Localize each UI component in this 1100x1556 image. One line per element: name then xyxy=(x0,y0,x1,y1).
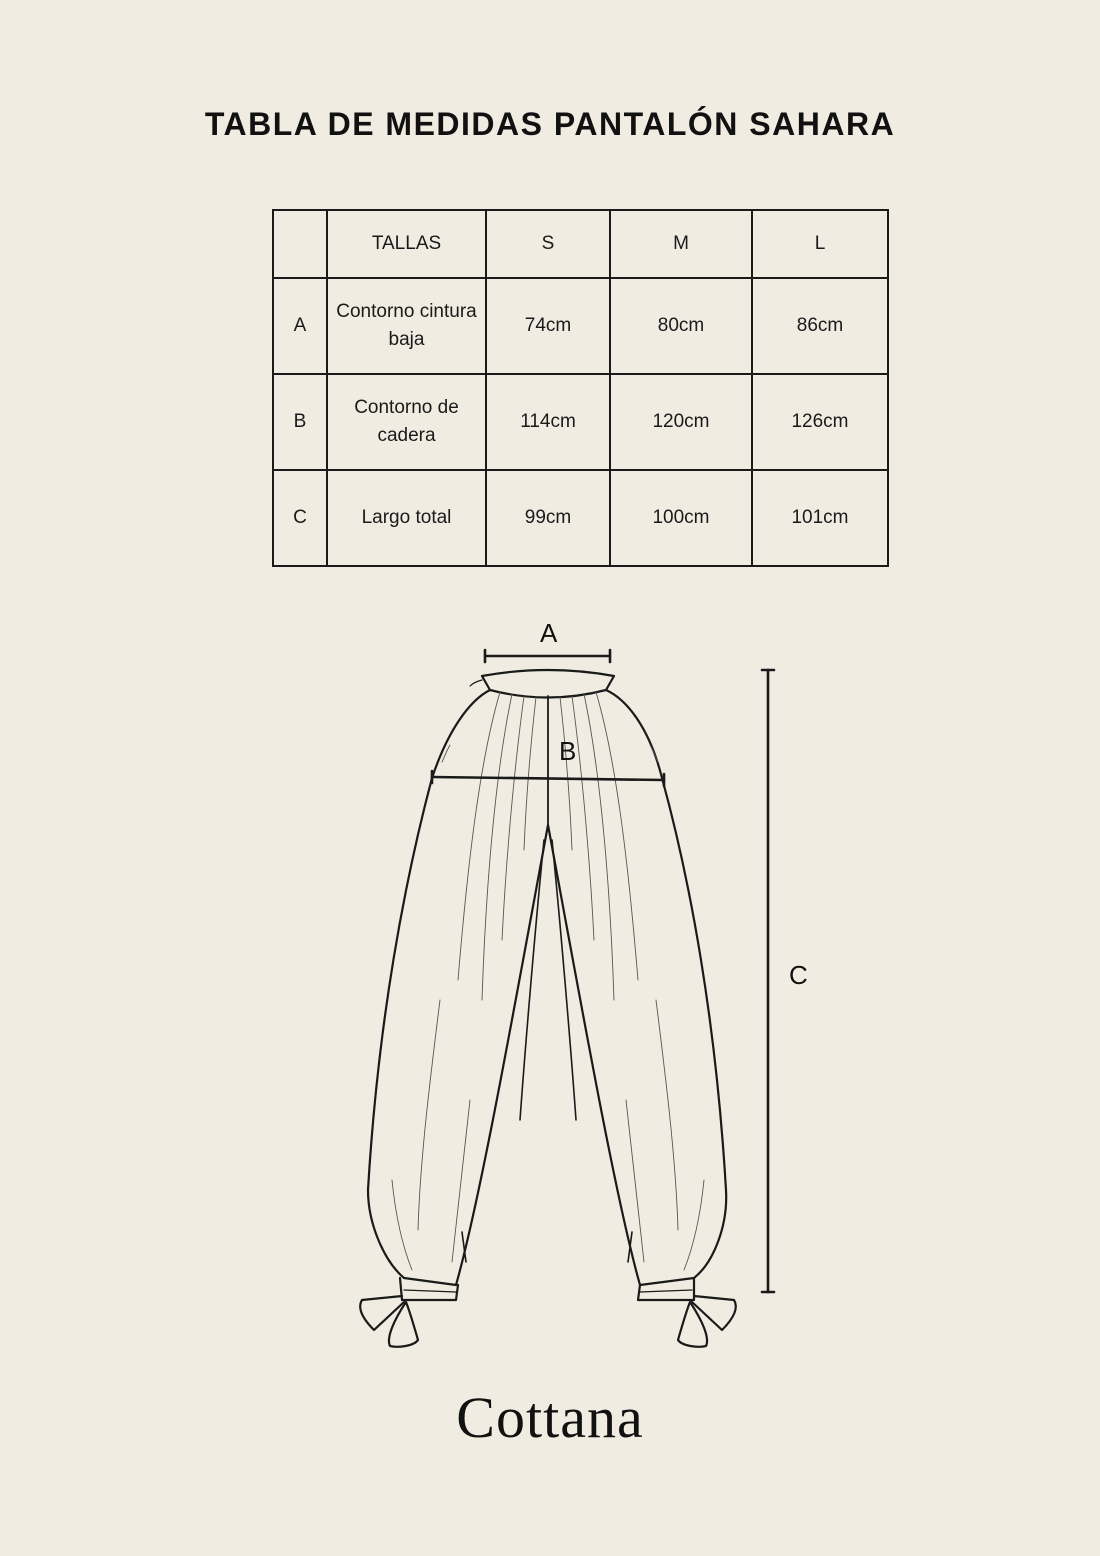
row-letter: B xyxy=(273,374,327,470)
table-row xyxy=(273,278,888,374)
dimension-b-label: B xyxy=(559,736,577,766)
cell-size-l: 86cm xyxy=(752,278,888,374)
dimension-a-line xyxy=(485,650,610,662)
header-cell-m: M xyxy=(610,210,752,278)
cell-size-m: 120cm xyxy=(610,374,752,470)
pants-drawing xyxy=(0,600,1100,1380)
table-row xyxy=(273,470,888,566)
pants-diagram xyxy=(0,600,1100,1380)
row-letter: C xyxy=(273,470,327,566)
cell-size-s: 114cm xyxy=(486,374,610,470)
cell-size-s: 74cm xyxy=(486,278,610,374)
right-tie xyxy=(692,1296,736,1330)
size-table xyxy=(272,209,889,567)
cell-size-l: 126cm xyxy=(752,374,888,470)
dimension-c-label: C xyxy=(789,960,808,990)
cell-size-m: 100cm xyxy=(610,470,752,566)
table-row xyxy=(273,374,888,470)
dimension-a-label: A xyxy=(540,618,558,648)
cell-size-m: 80cm xyxy=(610,278,752,374)
page-title: TABLA DE MEDIDAS PANTALÓN SAHARA xyxy=(204,106,896,142)
dimension-c-line xyxy=(762,670,774,1292)
waistband xyxy=(482,670,614,698)
row-measure-name: Largo total xyxy=(327,470,486,566)
left-tie xyxy=(360,1296,404,1330)
cell-size-s: 99cm xyxy=(486,470,610,566)
header-cell-s: S xyxy=(486,210,610,278)
table-header-row xyxy=(273,210,888,278)
header-cell-sizes: TALLAS xyxy=(327,210,486,278)
row-measure-name: Contorno cintura baja xyxy=(327,278,486,374)
brand-logo: Cottana xyxy=(456,1385,644,1450)
row-measure-name: Contorno de cadera xyxy=(327,374,486,470)
cell-size-l: 101cm xyxy=(752,470,888,566)
header-cell-l: L xyxy=(752,210,888,278)
row-letter: A xyxy=(273,278,327,374)
header-cell-empty xyxy=(273,210,327,278)
